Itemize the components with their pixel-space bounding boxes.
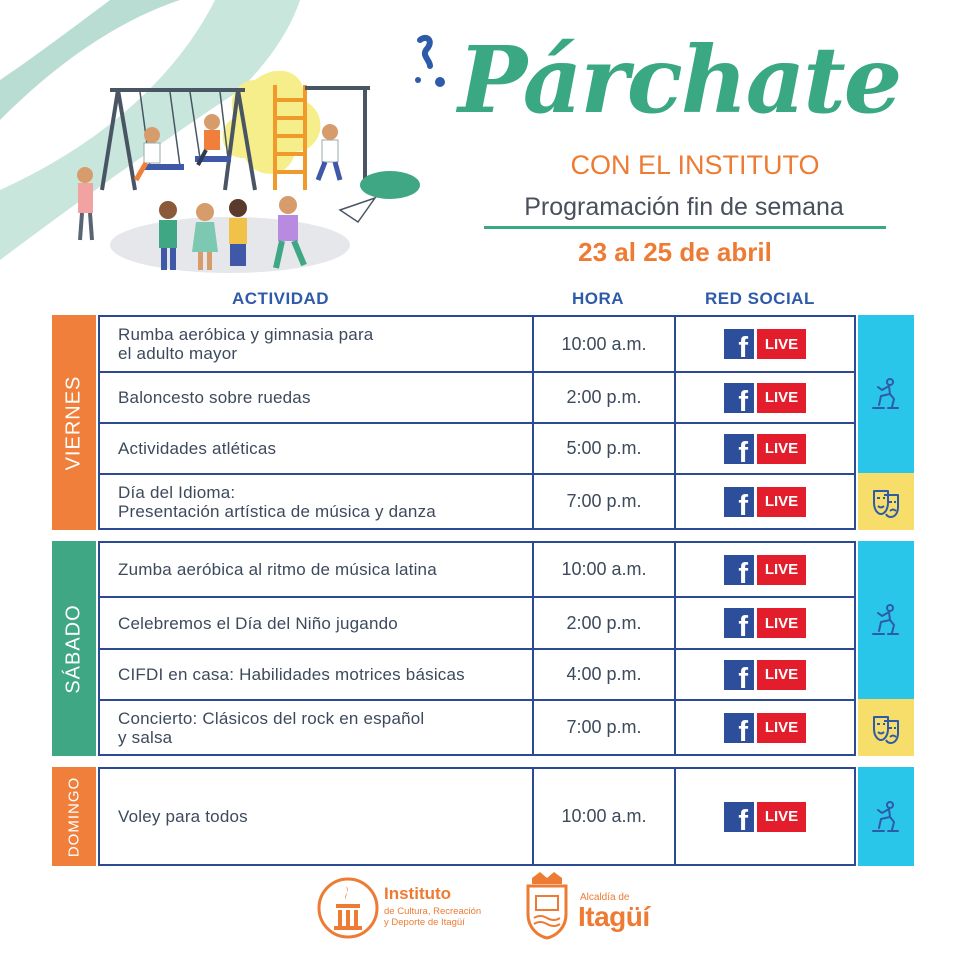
facebook-icon: f	[724, 660, 754, 690]
facebook-icon: f	[724, 487, 754, 517]
social-cell	[674, 769, 854, 864]
live-label: LIVE	[757, 329, 806, 359]
activity-name: Rumba aeróbica y gimnasia para el adulto mayor	[118, 325, 374, 363]
theater-masks-icon	[870, 711, 902, 745]
activity-time: 10:00 a.m.	[532, 317, 674, 371]
table-row	[100, 596, 854, 648]
day-band-viernes	[52, 315, 96, 530]
day-band-sabado	[52, 541, 96, 756]
live-label: LIVE	[757, 487, 806, 517]
facebook-live-badge[interactable]	[724, 555, 806, 585]
day-label: SÁBADO	[62, 603, 85, 694]
sport-activity-icon	[870, 377, 902, 411]
facebook-live-badge[interactable]	[724, 329, 806, 359]
day-group-domingo	[52, 767, 914, 866]
subtitle-program: Programación fin de semana	[524, 193, 844, 221]
activity-name: CIFDI en casa: Habilidades motrices básicas	[118, 665, 465, 684]
live-label: LIVE	[757, 434, 806, 464]
sport-activity-icon	[870, 603, 902, 637]
splash-icon	[400, 32, 450, 102]
activity-name: Actividades atléticas	[118, 439, 277, 458]
facebook-icon: f	[724, 608, 754, 638]
facebook-icon: f	[724, 555, 754, 585]
category-band-sport	[858, 541, 914, 699]
theater-masks-icon	[870, 485, 902, 519]
category-band-sport	[858, 767, 914, 866]
category-band-culture	[858, 699, 914, 756]
activity-name: Concierto: Clásicos del rock en español y salsa	[118, 708, 425, 747]
schedule-table	[98, 315, 856, 530]
facebook-live-badge[interactable]	[724, 660, 806, 690]
col-header-activity: ACTIVIDAD	[232, 289, 330, 308]
activity-name: Zumba aeróbica al ritmo de música latina	[118, 560, 437, 579]
activity-name: Celebremos el Día del Niño jugando	[118, 613, 398, 633]
table-row	[100, 699, 854, 754]
sport-activity-icon	[870, 800, 902, 834]
live-label: LIVE	[757, 660, 806, 690]
day-group-sabado	[52, 541, 914, 756]
live-label: LIVE	[757, 802, 806, 832]
table-row	[100, 371, 854, 422]
live-label: LIVE	[757, 713, 806, 743]
category-band-sport	[858, 315, 914, 473]
facebook-live-badge[interactable]	[724, 434, 806, 464]
facebook-icon: f	[724, 802, 754, 832]
alcaldia-label: Alcaldía de	[580, 892, 630, 903]
activity-time: 10:00 a.m.	[532, 769, 674, 864]
institute-logo-icon	[316, 876, 380, 940]
facebook-live-badge[interactable]	[724, 383, 806, 413]
date-range: 23 al 25 de abril	[578, 237, 772, 267]
table-row	[100, 473, 854, 528]
activity-name: Voley para todos	[118, 807, 248, 826]
social-cell	[674, 317, 854, 371]
col-header-time: HORA	[572, 289, 625, 308]
activity-time: 4:00 p.m.	[532, 650, 674, 699]
social-cell	[674, 543, 854, 596]
live-label: LIVE	[757, 555, 806, 585]
alcaldia-name: Itagüí	[578, 901, 650, 932]
activity-time: 7:00 p.m.	[532, 701, 674, 754]
social-cell	[674, 598, 854, 648]
table-row	[100, 317, 854, 371]
facebook-icon: f	[724, 329, 754, 359]
title-text: Párchate	[458, 26, 901, 134]
activity-name: Baloncesto sobre ruedas	[118, 388, 311, 407]
social-cell	[674, 424, 854, 473]
facebook-icon: f	[724, 383, 754, 413]
live-label: LIVE	[757, 383, 806, 413]
table-row	[100, 769, 854, 864]
social-cell	[674, 373, 854, 422]
institute-subtitle: de Cultura, Recreación y Deporte de Itagüí	[384, 906, 482, 928]
activity-name: Día del Idioma: Presentación artística de música y danza	[118, 482, 436, 521]
facebook-icon: f	[724, 434, 754, 464]
category-band-culture	[858, 473, 914, 530]
activity-time: 7:00 p.m.	[532, 475, 674, 528]
playground-illustration	[40, 40, 430, 280]
facebook-live-badge[interactable]	[724, 802, 806, 832]
social-cell	[674, 475, 854, 528]
schedule-table	[98, 541, 856, 756]
facebook-live-badge[interactable]	[724, 487, 806, 517]
activity-time: 5:00 p.m.	[532, 424, 674, 473]
live-label: LIVE	[757, 608, 806, 638]
schedule-table	[98, 767, 856, 866]
activity-time: 2:00 p.m.	[532, 373, 674, 422]
facebook-icon: f	[724, 713, 754, 743]
subtitle-divider	[484, 226, 886, 229]
col-header-social: RED SOCIAL	[705, 289, 815, 308]
facebook-live-badge[interactable]	[724, 713, 806, 743]
institute-name: Instituto	[384, 884, 452, 903]
facebook-live-badge[interactable]	[724, 608, 806, 638]
day-band-domingo	[52, 767, 96, 866]
day-label: DOMINGO	[65, 776, 83, 857]
table-row	[100, 543, 854, 596]
subtitle-institute: CON EL INSTITUTO	[570, 150, 820, 180]
social-cell	[674, 650, 854, 699]
day-group-viernes	[52, 315, 914, 530]
activity-time: 10:00 a.m.	[532, 543, 674, 596]
activity-time: 2:00 p.m.	[532, 598, 674, 648]
social-cell	[674, 701, 854, 754]
day-label: VIERNES	[62, 375, 85, 470]
title-parchate	[450, 18, 910, 148]
table-row	[100, 648, 854, 699]
alcaldia-shield-icon	[522, 870, 572, 940]
table-row	[100, 422, 854, 473]
